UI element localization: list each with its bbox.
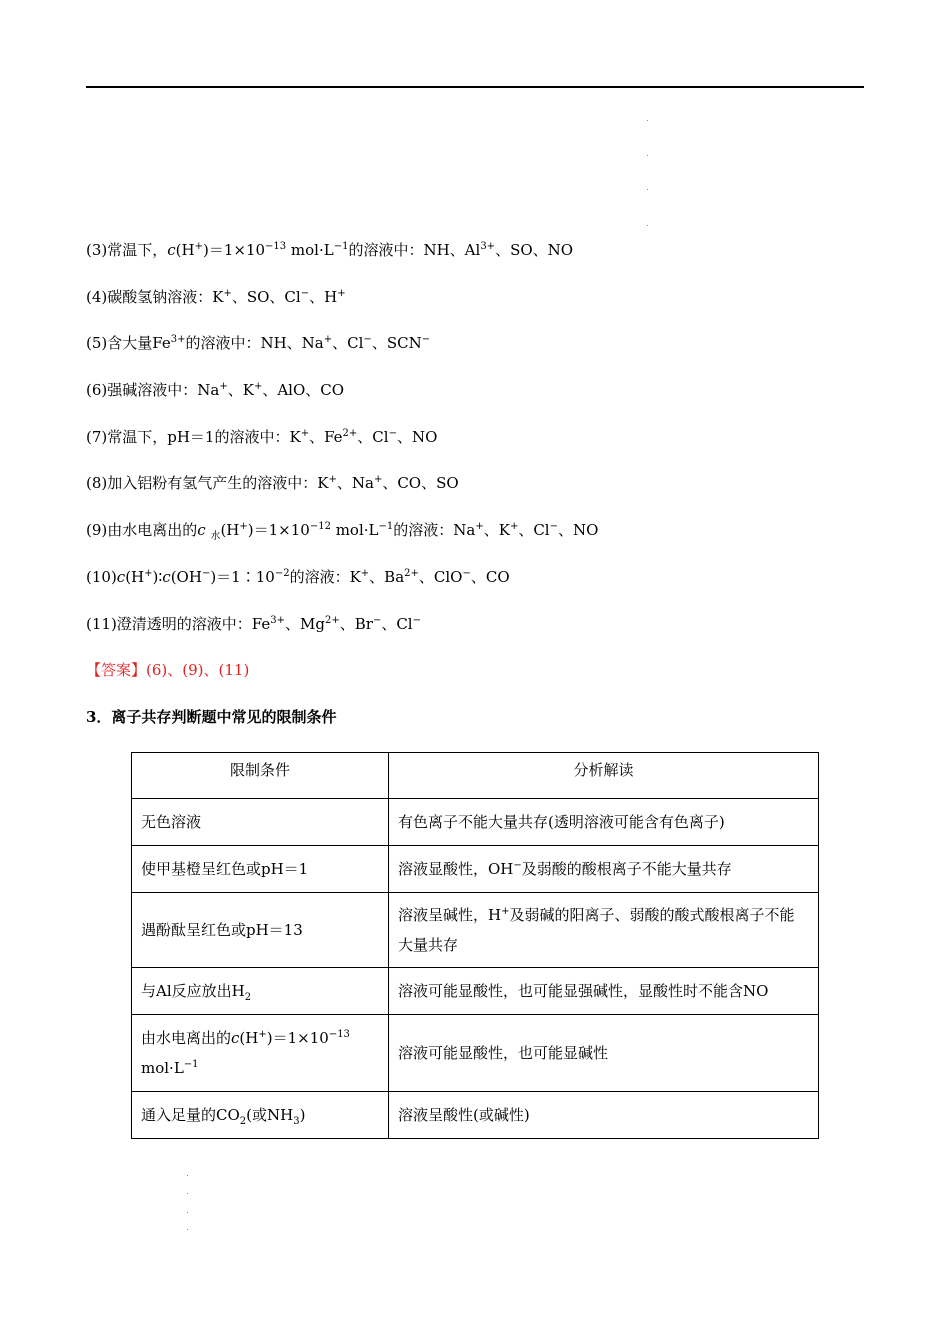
artifact-dot bbox=[187, 1193, 188, 1194]
artifact-dot bbox=[187, 1229, 188, 1230]
analysis-cell: 有色离子不能大量共存(透明溶液可能含有色离子) bbox=[389, 799, 819, 846]
list-item-11: (11)澄清透明的溶液中：$Fe^{3+}$、$Mg^{2+}$、Br−、Cl− bbox=[86, 615, 421, 633]
condition-cell: 无色溶液 bbox=[132, 799, 389, 846]
table-row bbox=[132, 1015, 819, 1092]
section-heading: 3．离子共存判断题中常见的限制条件 bbox=[86, 708, 337, 726]
answer-value: (6)、(9)、(11) bbox=[146, 661, 250, 679]
condition-cell: 使甲基橙呈红色或pH＝1 bbox=[132, 846, 389, 893]
condition-cell: 与Al反应放出$H_2$ bbox=[132, 968, 389, 1015]
table-row bbox=[132, 846, 819, 893]
list-item-6: (6)强碱溶液中：Na+、K+、AlO、CO bbox=[86, 381, 345, 399]
analysis-cell: 溶液呈酸性(或碱性) bbox=[389, 1092, 819, 1139]
table-header-cell: 限制条件 bbox=[132, 753, 389, 799]
list-item-5: (5)含大量$Fe^{3+}$的溶液中：NH、Na+、Cl−、SCN− bbox=[86, 334, 431, 352]
table-row bbox=[132, 799, 819, 846]
artifact-dot bbox=[647, 189, 648, 190]
analysis-cell: 溶液可能显酸性，也可能显强碱性，显酸性时不能含NO bbox=[389, 968, 819, 1015]
artifact-dot bbox=[187, 1212, 188, 1213]
condition-cell: 由水电离出的$c(H^+)=1\times 10^{-13}$ $mol\cdot L^{-1}$ bbox=[132, 1015, 389, 1092]
artifact-dot bbox=[647, 120, 648, 121]
artifact-dot bbox=[647, 225, 648, 226]
list-item-9: (9)由水电离出的c $_水(H^+)=1\times 10^{-12}$ $mol\cdot L^{-1}$的溶液：Na+、K+、Cl−、NO bbox=[86, 521, 599, 542]
list-item-3: (3)常温下，$c(H^+)=1\times 10^{-13}$ $mol\cdot L^{-1}$的溶液中：NH、$Al^{3+}$、SO、NO bbox=[86, 241, 574, 259]
condition-cell: 通入足量的$CO_2$(或$NH_3$) bbox=[132, 1092, 389, 1139]
list-item-8: (8)加入铝粉有氢气产生的溶液中：K+、Na+、CO、SO bbox=[86, 474, 459, 492]
answer-line bbox=[86, 660, 249, 680]
analysis-cell: 溶液呈碱性，H+及弱碱的阳离子、弱酸的酸式酸根离子不能大量共存 bbox=[389, 893, 819, 968]
answer-label: 【答案】 bbox=[86, 661, 147, 679]
list-item-7: (7)常温下，pH＝1的溶液中：K+、$Fe^{2+}$、Cl−、NO bbox=[86, 428, 438, 446]
table-header-cell: 分析解读 bbox=[389, 753, 819, 799]
table-row bbox=[132, 968, 819, 1015]
table-row bbox=[132, 1092, 819, 1139]
list-item-10: $(10)c(H^+)∶c(OH^-)=1∶10^{-2}$的溶液：K+、$Ba^{2+}$、ClO−、CO bbox=[86, 568, 510, 586]
table-row bbox=[132, 893, 819, 968]
analysis-cell: 溶液可能显酸性，也可能显碱性 bbox=[389, 1015, 819, 1092]
condition-cell: 遇酚酞呈红色或pH＝13 bbox=[132, 893, 389, 968]
conditions-table bbox=[131, 752, 819, 1139]
analysis-cell: 溶液显酸性，OH−及弱酸的酸根离子不能大量共存 bbox=[389, 846, 819, 893]
header-rule bbox=[86, 86, 864, 88]
table-header-row bbox=[132, 753, 819, 799]
artifact-dot bbox=[647, 155, 648, 156]
list-item-4: (4)碳酸氢钠溶液：K+、SO、Cl−、H+ bbox=[86, 288, 346, 306]
artifact-dot bbox=[187, 1175, 188, 1176]
